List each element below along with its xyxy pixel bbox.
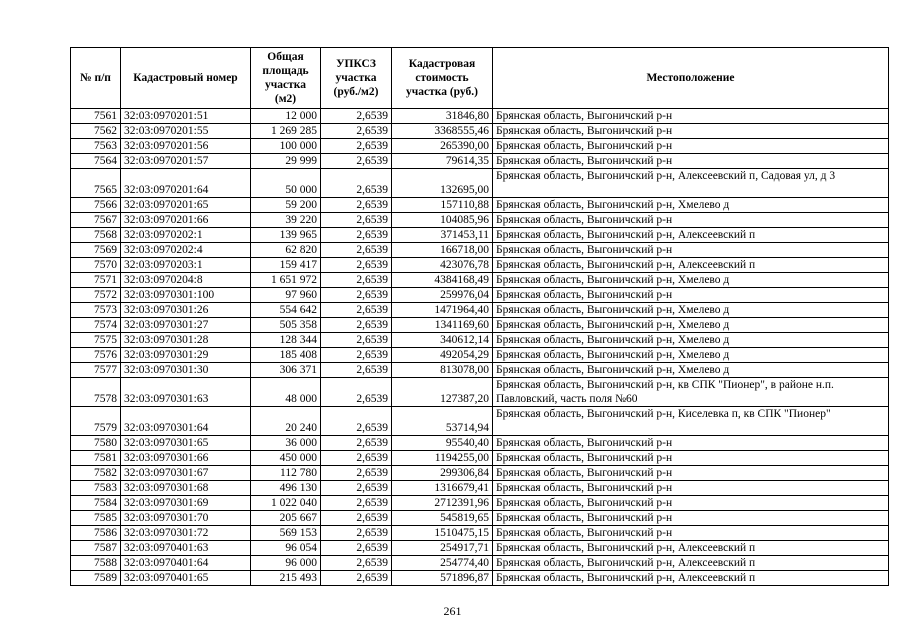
table-row bbox=[71, 213, 889, 228]
area-value: 450 000 bbox=[251, 451, 321, 466]
rate-value: 2,6539 bbox=[321, 139, 392, 154]
cost-value: 132695,00 bbox=[392, 169, 493, 198]
table-row bbox=[71, 318, 889, 333]
cadastral-number: 32:03:0970301:65 bbox=[121, 436, 251, 451]
cost-value: 3368555,46 bbox=[392, 124, 493, 139]
row-number: 7571 bbox=[71, 273, 121, 288]
location-text: Брянская область, Выгоничский р-н, Хмелево д bbox=[493, 348, 889, 363]
location-text: Брянская область, Выгоничский р-н, Алексеевский п, Садовая ул, д 3 bbox=[493, 169, 889, 198]
cadastral-number: 32:03:0970301:66 bbox=[121, 451, 251, 466]
row-number: 7562 bbox=[71, 124, 121, 139]
area-value: 29 999 bbox=[251, 154, 321, 169]
location-text: Брянская область, Выгоничский р-н, Хмелево д bbox=[493, 363, 889, 378]
row-number: 7579 bbox=[71, 407, 121, 436]
cost-value: 4384168,49 bbox=[392, 273, 493, 288]
location-text: Брянская область, Выгоничский р-н bbox=[493, 288, 889, 303]
rate-value: 2,6539 bbox=[321, 526, 392, 541]
row-number: 7585 bbox=[71, 511, 121, 526]
area-value: 496 130 bbox=[251, 481, 321, 496]
header-cost: Кадастровая стоимость участка (руб.) bbox=[392, 48, 493, 109]
rate-value: 2,6539 bbox=[321, 333, 392, 348]
table-row bbox=[71, 541, 889, 556]
area-value: 97 960 bbox=[251, 288, 321, 303]
cadastral-number: 32:03:0970301:30 bbox=[121, 363, 251, 378]
area-value: 50 000 bbox=[251, 169, 321, 198]
row-number: 7565 bbox=[71, 169, 121, 198]
header-row bbox=[71, 48, 889, 109]
rate-value: 2,6539 bbox=[321, 288, 392, 303]
row-number: 7586 bbox=[71, 526, 121, 541]
row-number: 7581 bbox=[71, 451, 121, 466]
row-number: 7569 bbox=[71, 243, 121, 258]
cadastral-number: 32:03:0970301:63 bbox=[121, 378, 251, 407]
table-row bbox=[71, 109, 889, 124]
cadastral-number: 32:03:0970201:56 bbox=[121, 139, 251, 154]
cost-value: 1194255,00 bbox=[392, 451, 493, 466]
cost-value: 571896,87 bbox=[392, 571, 493, 586]
area-value: 96 000 bbox=[251, 556, 321, 571]
location-text: Брянская область, Выгоничский р-н, Хмелево д bbox=[493, 273, 889, 288]
table-row bbox=[71, 303, 889, 318]
cadastral-number: 32:03:0970204:8 bbox=[121, 273, 251, 288]
rate-value: 2,6539 bbox=[321, 571, 392, 586]
location-text: Брянская область, Выгоничский р-н bbox=[493, 451, 889, 466]
row-number: 7587 bbox=[71, 541, 121, 556]
cadastral-number: 32:03:0970301:64 bbox=[121, 407, 251, 436]
location-text: Брянская область, Выгоничский р-н bbox=[493, 243, 889, 258]
cadastral-number: 32:03:0970301:27 bbox=[121, 318, 251, 333]
cadastral-number: 32:03:0970201:57 bbox=[121, 154, 251, 169]
cost-value: 2712391,96 bbox=[392, 496, 493, 511]
row-number: 7561 bbox=[71, 109, 121, 124]
table-row bbox=[71, 481, 889, 496]
row-number: 7573 bbox=[71, 303, 121, 318]
cost-value: 492054,29 bbox=[392, 348, 493, 363]
rate-value: 2,6539 bbox=[321, 154, 392, 169]
cost-value: 259976,04 bbox=[392, 288, 493, 303]
row-number: 7567 bbox=[71, 213, 121, 228]
cadastral-number: 32:03:0970301:72 bbox=[121, 526, 251, 541]
rate-value: 2,6539 bbox=[321, 273, 392, 288]
row-number: 7588 bbox=[71, 556, 121, 571]
table-row bbox=[71, 466, 889, 481]
cadastral-number: 32:03:0970301:68 bbox=[121, 481, 251, 496]
area-value: 205 667 bbox=[251, 511, 321, 526]
location-text: Брянская область, Выгоничский р-н bbox=[493, 466, 889, 481]
rate-value: 2,6539 bbox=[321, 169, 392, 198]
rate-value: 2,6539 bbox=[321, 303, 392, 318]
area-value: 505 358 bbox=[251, 318, 321, 333]
cadastral-number: 32:03:0970201:65 bbox=[121, 198, 251, 213]
table-row bbox=[71, 526, 889, 541]
cost-value: 31846,80 bbox=[392, 109, 493, 124]
area-value: 1 022 040 bbox=[251, 496, 321, 511]
location-text: Брянская область, Выгоничский р-н, Хмелево д bbox=[493, 303, 889, 318]
area-value: 39 220 bbox=[251, 213, 321, 228]
row-number: 7580 bbox=[71, 436, 121, 451]
table-row bbox=[71, 169, 889, 198]
rate-value: 2,6539 bbox=[321, 363, 392, 378]
cadastral-number: 32:03:0970301:100 bbox=[121, 288, 251, 303]
area-value: 112 780 bbox=[251, 466, 321, 481]
row-number: 7584 bbox=[71, 496, 121, 511]
table-row bbox=[71, 258, 889, 273]
area-value: 20 240 bbox=[251, 407, 321, 436]
cadastral-number: 32:03:0970401:65 bbox=[121, 571, 251, 586]
header-area: Общая площадь участка (м2) bbox=[251, 48, 321, 109]
row-number: 7583 bbox=[71, 481, 121, 496]
table-row bbox=[71, 451, 889, 466]
table-row bbox=[71, 243, 889, 258]
cadastral-table bbox=[70, 47, 889, 586]
area-value: 96 054 bbox=[251, 541, 321, 556]
area-value: 185 408 bbox=[251, 348, 321, 363]
location-text: Брянская область, Выгоничский р-н bbox=[493, 511, 889, 526]
location-text: Брянская область, Выгоничский р-н, Хмелево д bbox=[493, 318, 889, 333]
cost-value: 157110,88 bbox=[392, 198, 493, 213]
cost-value: 265390,00 bbox=[392, 139, 493, 154]
location-text: Брянская область, Выгоничский р-н bbox=[493, 436, 889, 451]
cadastral-number: 32:03:0970301:70 bbox=[121, 511, 251, 526]
table-row bbox=[71, 556, 889, 571]
table-body bbox=[71, 109, 889, 586]
area-value: 306 371 bbox=[251, 363, 321, 378]
cost-value: 1316679,41 bbox=[392, 481, 493, 496]
location-text: Брянская область, Выгоничский р-н bbox=[493, 213, 889, 228]
table-row bbox=[71, 288, 889, 303]
cost-value: 254917,71 bbox=[392, 541, 493, 556]
area-value: 215 493 bbox=[251, 571, 321, 586]
table-row bbox=[71, 333, 889, 348]
table-row bbox=[71, 273, 889, 288]
location-text: Брянская область, Выгоничский р-н, Киселевка п, кв СПК "Пионер" bbox=[493, 407, 889, 436]
location-text: Брянская область, Выгоничский р-н, Алексеевский п bbox=[493, 228, 889, 243]
cost-value: 254774,40 bbox=[392, 556, 493, 571]
location-text: Брянская область, Выгоничский р-н bbox=[493, 154, 889, 169]
cost-value: 1471964,40 bbox=[392, 303, 493, 318]
location-text: Брянская область, Выгоничский р-н bbox=[493, 109, 889, 124]
cost-value: 1341169,60 bbox=[392, 318, 493, 333]
location-text: Брянская область, Выгоничский р-н, кв СПК "Пионер", в районе н.п. Павловский, часть поля №60 bbox=[493, 378, 889, 407]
cadastral-number: 32:03:0970301:69 bbox=[121, 496, 251, 511]
cadastral-number: 32:03:0970201:66 bbox=[121, 213, 251, 228]
cost-value: 813078,00 bbox=[392, 363, 493, 378]
area-value: 554 642 bbox=[251, 303, 321, 318]
area-value: 1 269 285 bbox=[251, 124, 321, 139]
header-num: № п/п bbox=[71, 48, 121, 109]
row-number: 7572 bbox=[71, 288, 121, 303]
header-rate: УПКСЗ участка (руб./м2) bbox=[321, 48, 392, 109]
location-text: Брянская область, Выгоничский р-н, Алексеевский п bbox=[493, 258, 889, 273]
cost-value: 423076,78 bbox=[392, 258, 493, 273]
cadastral-number: 32:03:0970201:55 bbox=[121, 124, 251, 139]
cadastral-number: 32:03:0970202:4 bbox=[121, 243, 251, 258]
rate-value: 2,6539 bbox=[321, 466, 392, 481]
cadastral-number: 32:03:0970301:28 bbox=[121, 333, 251, 348]
row-number: 7566 bbox=[71, 198, 121, 213]
cost-value: 340612,14 bbox=[392, 333, 493, 348]
row-number: 7563 bbox=[71, 139, 121, 154]
cadastral-number: 32:03:0970203:1 bbox=[121, 258, 251, 273]
rate-value: 2,6539 bbox=[321, 243, 392, 258]
area-value: 62 820 bbox=[251, 243, 321, 258]
row-number: 7568 bbox=[71, 228, 121, 243]
rate-value: 2,6539 bbox=[321, 407, 392, 436]
cadastral-number: 32:03:0970401:63 bbox=[121, 541, 251, 556]
cost-value: 371453,11 bbox=[392, 228, 493, 243]
row-number: 7574 bbox=[71, 318, 121, 333]
rate-value: 2,6539 bbox=[321, 109, 392, 124]
cost-value: 166718,00 bbox=[392, 243, 493, 258]
area-value: 159 417 bbox=[251, 258, 321, 273]
table-row bbox=[71, 124, 889, 139]
area-value: 128 344 bbox=[251, 333, 321, 348]
cost-value: 299306,84 bbox=[392, 466, 493, 481]
row-number: 7570 bbox=[71, 258, 121, 273]
table-row bbox=[71, 511, 889, 526]
table-row bbox=[71, 571, 889, 586]
row-number: 7582 bbox=[71, 466, 121, 481]
rate-value: 2,6539 bbox=[321, 451, 392, 466]
rate-value: 2,6539 bbox=[321, 318, 392, 333]
table-row bbox=[71, 407, 889, 436]
location-text: Брянская область, Выгоничский р-н, Алексеевский п bbox=[493, 541, 889, 556]
rate-value: 2,6539 bbox=[321, 541, 392, 556]
rate-value: 2,6539 bbox=[321, 556, 392, 571]
area-value: 36 000 bbox=[251, 436, 321, 451]
row-number: 7589 bbox=[71, 571, 121, 586]
row-number: 7564 bbox=[71, 154, 121, 169]
cost-value: 95540,40 bbox=[392, 436, 493, 451]
area-value: 48 000 bbox=[251, 378, 321, 407]
location-text: Брянская область, Выгоничский р-н bbox=[493, 481, 889, 496]
cadastral-number: 32:03:0970301:26 bbox=[121, 303, 251, 318]
table-row bbox=[71, 363, 889, 378]
rate-value: 2,6539 bbox=[321, 436, 392, 451]
cadastral-number: 32:03:0970401:64 bbox=[121, 556, 251, 571]
area-value: 569 153 bbox=[251, 526, 321, 541]
cost-value: 127387,20 bbox=[392, 378, 493, 407]
rate-value: 2,6539 bbox=[321, 124, 392, 139]
table-row bbox=[71, 154, 889, 169]
rate-value: 2,6539 bbox=[321, 258, 392, 273]
rate-value: 2,6539 bbox=[321, 213, 392, 228]
location-text: Брянская область, Выгоничский р-н bbox=[493, 496, 889, 511]
location-text: Брянская область, Выгоничский р-н, Хмелево д bbox=[493, 198, 889, 213]
cost-value: 1510475,15 bbox=[392, 526, 493, 541]
location-text: Брянская область, Выгоничский р-н bbox=[493, 526, 889, 541]
location-text: Брянская область, Выгоничский р-н, Хмелево д bbox=[493, 333, 889, 348]
rate-value: 2,6539 bbox=[321, 228, 392, 243]
area-value: 100 000 bbox=[251, 139, 321, 154]
location-text: Брянская область, Выгоничский р-н, Алексеевский п bbox=[493, 571, 889, 586]
table-row bbox=[71, 496, 889, 511]
header-cadastral: Кадастровый номер bbox=[121, 48, 251, 109]
page-number: 261 bbox=[443, 604, 462, 618]
table-row bbox=[71, 139, 889, 154]
header-location: Местоположение bbox=[493, 48, 889, 109]
table-row bbox=[71, 228, 889, 243]
location-text: Брянская область, Выгоничский р-н, Алексеевский п bbox=[493, 556, 889, 571]
rate-value: 2,6539 bbox=[321, 348, 392, 363]
area-value: 139 965 bbox=[251, 228, 321, 243]
cadastral-number: 32:03:0970201:51 bbox=[121, 109, 251, 124]
rate-value: 2,6539 bbox=[321, 481, 392, 496]
area-value: 12 000 bbox=[251, 109, 321, 124]
table-row bbox=[71, 378, 889, 407]
table-row bbox=[71, 348, 889, 363]
cadastral-number: 32:03:0970301:29 bbox=[121, 348, 251, 363]
cadastral-number: 32:03:0970301:67 bbox=[121, 466, 251, 481]
table-row bbox=[71, 436, 889, 451]
rate-value: 2,6539 bbox=[321, 198, 392, 213]
cost-value: 104085,96 bbox=[392, 213, 493, 228]
rate-value: 2,6539 bbox=[321, 496, 392, 511]
row-number: 7576 bbox=[71, 348, 121, 363]
row-number: 7578 bbox=[71, 378, 121, 407]
area-value: 1 651 972 bbox=[251, 273, 321, 288]
cadastral-number: 32:03:0970202:1 bbox=[121, 228, 251, 243]
cost-value: 545819,65 bbox=[392, 511, 493, 526]
row-number: 7575 bbox=[71, 333, 121, 348]
location-text: Брянская область, Выгоничский р-н bbox=[493, 139, 889, 154]
table-row bbox=[71, 198, 889, 213]
row-number: 7577 bbox=[71, 363, 121, 378]
cost-value: 79614,35 bbox=[392, 154, 493, 169]
location-text: Брянская область, Выгоничский р-н bbox=[493, 124, 889, 139]
cost-value: 53714,94 bbox=[392, 407, 493, 436]
rate-value: 2,6539 bbox=[321, 511, 392, 526]
cadastral-number: 32:03:0970201:64 bbox=[121, 169, 251, 198]
area-value: 59 200 bbox=[251, 198, 321, 213]
rate-value: 2,6539 bbox=[321, 378, 392, 407]
